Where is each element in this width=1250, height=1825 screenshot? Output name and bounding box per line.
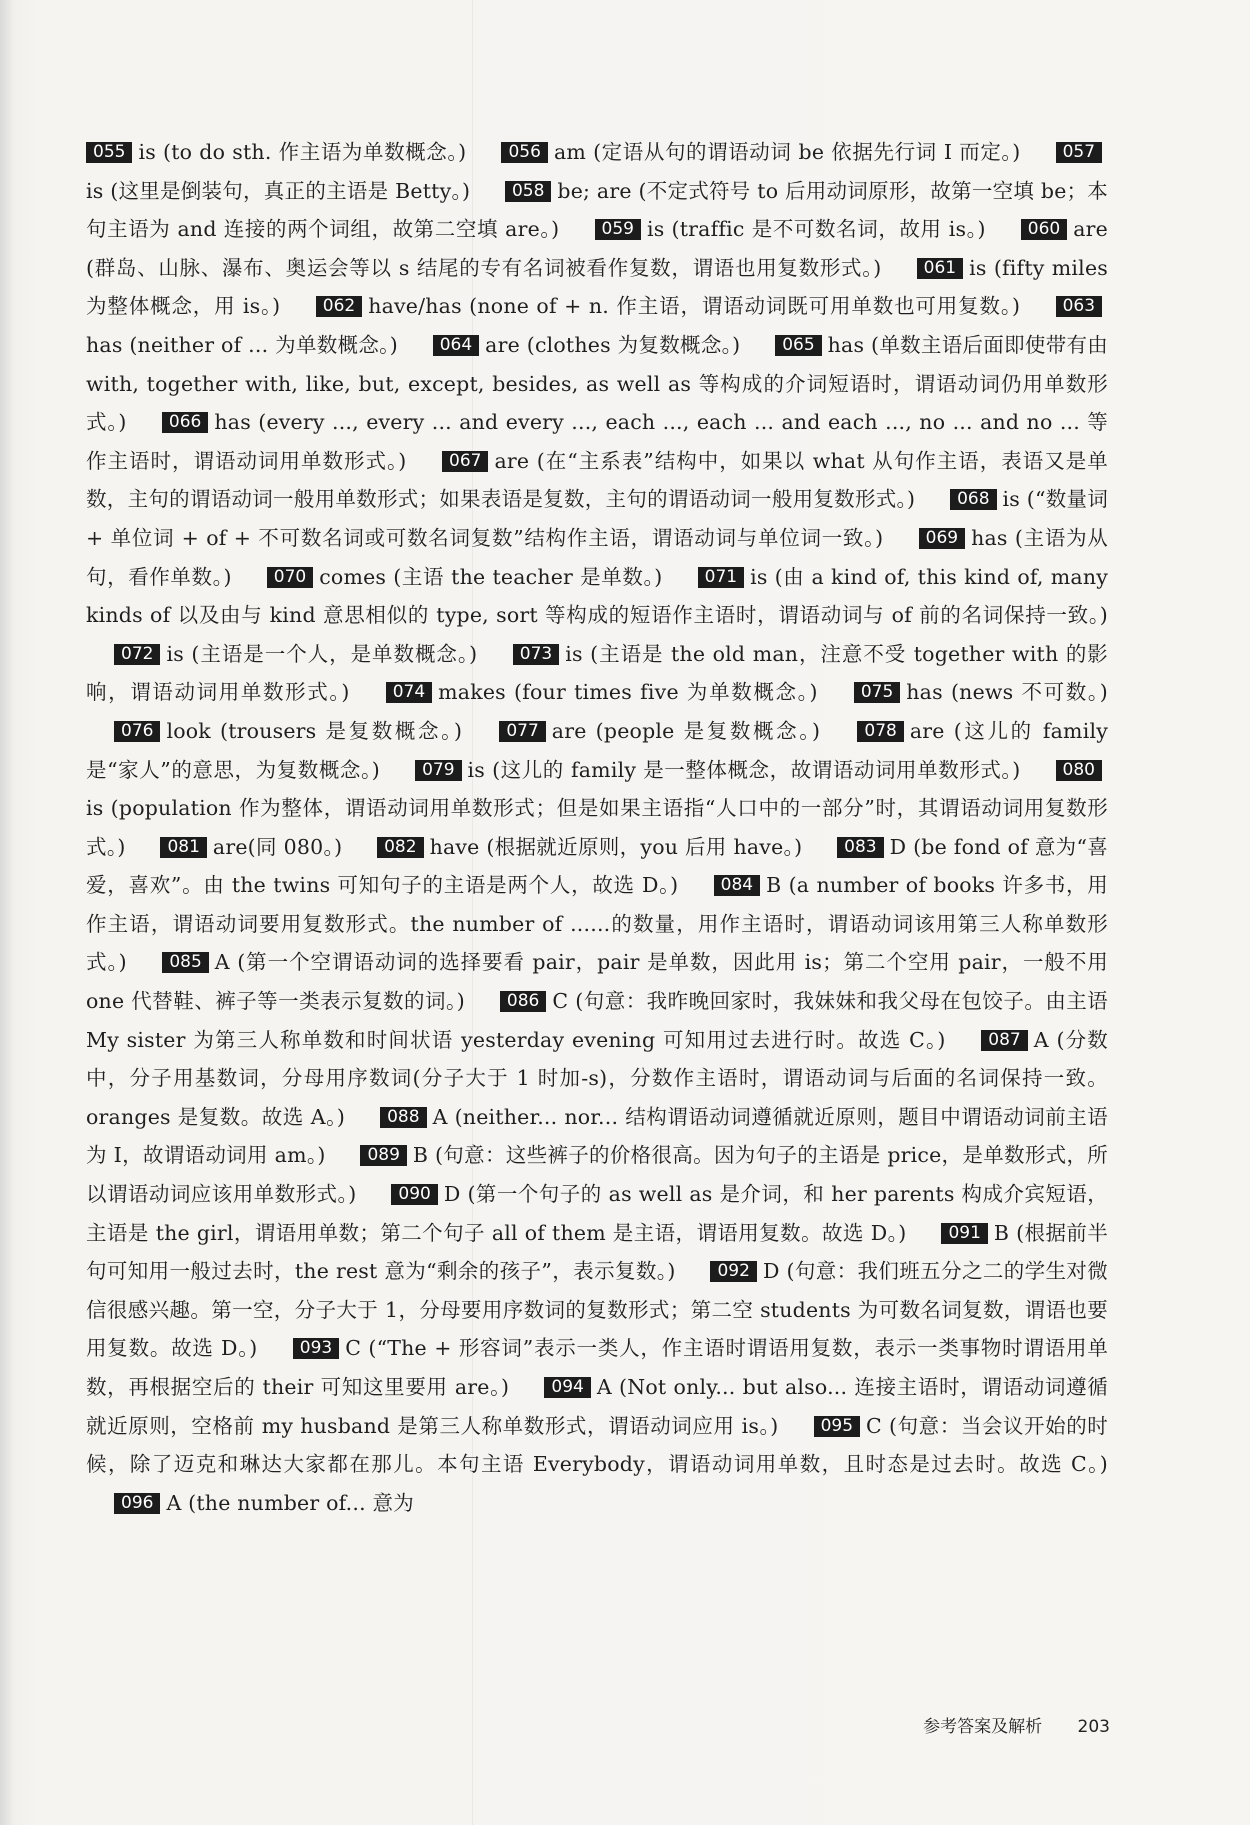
question-number-badge: 065	[775, 335, 821, 356]
question-number-badge: 085	[162, 952, 208, 973]
question-number-badge: 095	[814, 1416, 860, 1437]
question-number-badge: 082	[377, 837, 423, 858]
question-number-badge: 071	[698, 567, 744, 588]
answer-explanation: be; are (不定式符号 to 后用动词原形，故第一空填 be；本句主语为 and 连接的两个词组，故第二空填 are。)	[86, 178, 1109, 242]
answer-entry	[288, 294, 1020, 318]
answer-entry	[471, 719, 820, 743]
question-number-badge: 078	[857, 721, 903, 742]
answer-explanation: have/has (none of + n. 作主语，谓语动词既可用单数也可用复数。)	[368, 294, 1021, 319]
page-footer	[923, 1712, 1110, 1737]
question-number-badge: 073	[513, 644, 559, 665]
question-number-badge: 064	[433, 335, 479, 356]
answer-explanation: A (neither... nor... 结构谓语动词遵循就近原则，题目中谓语动词前主语为 I，故谓语动词用 am。)	[86, 1104, 1109, 1168]
answer-entry	[86, 140, 466, 164]
answer-explanation: B (句意：这些裤子的价格很高。因为句子的主语是 price，是单数形式，所以谓语动词应该用单数形式。)	[86, 1143, 1108, 1207]
question-number-badge: 094	[544, 1377, 590, 1398]
answer-explanation: B (a number of books 许多书，用作主语，谓语动词要用复数形式。the number of ......的数量，用作主语时，谓语动词该用第三人称单数形式。)	[86, 873, 1108, 975]
answer-explanation: are (people 是复数概念。)	[551, 718, 821, 743]
answer-entry	[405, 333, 741, 357]
answer-explanation: B (根据前半句可知用一般过去时，the rest 意为“剩余的孩子”，表示复数。)	[86, 1220, 1109, 1284]
question-number-badge: 060	[1021, 219, 1067, 240]
answer-entry	[86, 642, 477, 666]
question-number-badge: 092	[710, 1261, 756, 1282]
answer-explanation: has (news 不可数。)	[906, 680, 1108, 705]
question-number-badge: 069	[919, 528, 965, 549]
answer-explanation: has (单数主语后面即使带有由 with, together with, like, but, except, besides, as well as 等构成的介词短语时，谓语动词仍用单数形式。)	[86, 332, 1109, 435]
page-number: 203	[1077, 1717, 1110, 1737]
answer-explanation: is (主语是一个人，是单数概念。)	[166, 641, 478, 666]
answer-explanation: have (根据就近原则，you 后用 have。)	[429, 834, 803, 859]
question-number-badge: 070	[267, 567, 313, 588]
answer-entry	[567, 217, 986, 241]
answer-explanation: is (主语是 the old man，注意不受 together with 的影响，谓语动词用单数形式。)	[86, 641, 1108, 705]
answer-explanation: D (be fond of 意为“喜爱，喜欢”。由 the twins 可知句子的主语是两个人，故选 D。)	[86, 834, 1108, 898]
answer-explanation: is (这儿的 family 是一整体概念，故谓语动词用单数形式。)	[467, 757, 1021, 782]
question-number-badge: 079	[415, 760, 461, 781]
answer-explanation: A (the number of... 意为	[166, 1490, 414, 1515]
answer-explanation: C (“The + 形容词”表示一类人，作主语时谓语用复数，表示一类事物时谓语用单数，再根据空后的 their 可知这里要用 are。)	[86, 1336, 1109, 1399]
question-number-badge: 077	[499, 721, 545, 742]
answer-explanation: are (这儿的 family 是“家人”的意思，为复数概念。)	[86, 718, 1108, 782]
answer-explanation: is (fifty miles 为整体概念，用 is。)	[86, 255, 1108, 319]
answer-explanation: are (clothes 为复数概念。)	[485, 332, 741, 357]
answer-explanation: are (群岛、山脉、瀑布、奥运会等以 s 结尾的专有名词被看作复数，谓语也用复数形式。)	[86, 217, 1108, 280]
answer-explanation: is (population 作为整体，谓语动词用单数形式；但是如果主语指“人口中的一部分”时，其谓语动词用复数形式。)	[86, 796, 1108, 859]
question-number-badge: 088	[380, 1107, 426, 1128]
question-number-badge: 091	[941, 1223, 987, 1244]
answer-explanation: is (这里是倒装句，真正的主语是 Betty。)	[86, 178, 471, 203]
question-number-badge: 057	[1056, 142, 1102, 163]
question-number-badge: 063	[1056, 296, 1102, 317]
answer-explanation: A (Not only... but also... 连接主语时，谓语动词遵循就近原则，空格前 my husband 是第三人称单数形式，谓语动词应用 is。)	[86, 1375, 1108, 1438]
question-number-badge: 096	[114, 1493, 160, 1514]
answer-entry	[826, 680, 1108, 704]
answer-explanation: has (neither of ... 为单数概念。)	[86, 332, 398, 357]
question-number-badge: 059	[595, 219, 641, 240]
question-number-badge: 086	[500, 991, 546, 1012]
answer-explanation: A (第一个空谓语动词的选择要看 pair，pair 是单数，因此用 is；第二个空用 pair，一般不用 one 代替鞋、裤子等一类表示复数的词。)	[86, 950, 1108, 1014]
question-number-badge: 081	[160, 837, 206, 858]
question-number-badge: 074	[386, 682, 432, 703]
answer-entry	[132, 835, 342, 859]
question-number-badge: 084	[714, 875, 760, 896]
answer-entry	[349, 835, 802, 859]
answer-explanation: is (to do sth. 作主语为单数概念。)	[138, 140, 467, 164]
answer-entry	[86, 719, 462, 743]
answer-explanation: is (traffic 是不可数名词，故用 is。)	[646, 217, 986, 242]
answer-explanation: are (在“主系表”结构中，如果以 what 从句作主语，表语又是单数，主句的谓语动词一般用单数形式；如果表语是复数，主句的谓语动词一般用复数形式。)	[86, 448, 1109, 512]
answer-explanation: D (句意：我们班五分之二的学生对微信很感兴趣。第一空，分子大于 1，分母要用序数词的复数形式；第二空 students 为可数名词复数，谓语也要用复数。故选 D。)	[86, 1259, 1108, 1361]
answer-explanation: A (分数中，分子用基数词，分母用序数词(分子大于 1 时加-s)，分数作主语时，谓语动词与后面的名词保持一致。oranges 是复数。故选 A。)	[86, 1027, 1108, 1129]
footer-title: 参考答案及解析	[923, 1717, 1043, 1737]
question-number-badge: 089	[360, 1145, 406, 1166]
question-number-badge: 068	[950, 489, 996, 510]
question-number-badge: 075	[854, 682, 900, 703]
question-number-badge: 076	[114, 721, 160, 742]
question-number-badge: 072	[114, 644, 160, 665]
answer-text-block	[86, 133, 1108, 1522]
answer-entry	[358, 680, 818, 704]
answer-explanation: look (trousers 是复数概念。)	[166, 718, 463, 743]
question-number-badge: 087	[981, 1030, 1027, 1051]
answer-explanation: are(同 080。)	[212, 834, 343, 859]
question-number-badge: 061	[917, 258, 963, 279]
question-number-badge: 066	[162, 412, 208, 433]
answer-entry	[86, 1491, 414, 1515]
answer-explanation: comes (主语 the teacher 是单数。)	[319, 564, 663, 589]
question-number-badge: 067	[442, 451, 488, 472]
answer-explanation: C (句意：我昨晚回家时，我妹妹和我父母在包饺子。由主语 My sister 为第三人称单数和时间状语 yesterday evening 可知用过去进行时。故选 C。)	[86, 989, 1108, 1052]
answer-explanation: is (由 a kind of, this kind of, many kinds of 以及由与 kind 意思相似的 type, sort 等构成的短语作主语时，谓语动词与 of 前的名词保持一致。)	[86, 564, 1109, 628]
answer-explanation: has (主语为从句，看作单数。)	[86, 525, 1109, 589]
question-number-badge: 058	[505, 181, 551, 202]
question-number-badge: 083	[837, 837, 883, 858]
answer-entry	[387, 758, 1020, 782]
answer-entry	[239, 565, 663, 589]
answer-explanation: C (句意：当会议开始的时候，除了迈克和琳达大家都在那儿。本句主语 Everybody，谓语动词用单数，且时态是过去时。故选 C。)	[86, 1413, 1108, 1477]
answer-entry	[473, 140, 1020, 164]
question-number-badge: 062	[316, 296, 362, 317]
question-number-badge: 080	[1056, 760, 1102, 781]
question-number-badge: 090	[391, 1184, 437, 1205]
question-number-badge: 056	[501, 142, 547, 163]
question-number-badge: 055	[86, 142, 132, 163]
answer-explanation: is (“数量词 + 单位词 + of + 不可数名词或可数名词复数”结构作主语，谓语动词与单位词一致。)	[86, 487, 1109, 550]
answer-explanation: am (定语从句的谓语动词 be 依据先行词 I 而定。)	[553, 140, 1021, 164]
answer-explanation: makes (four times five 为单数概念。)	[438, 680, 818, 705]
answer-explanation: D (第一个句子的 as well as 是介词，和 her parents 构成介宾短语，主语是 the girl，谓语用单数；第二个句子 all of them 是主语，谓语用复数。故选 D。)	[86, 1182, 1108, 1245]
question-number-badge: 093	[293, 1338, 339, 1359]
answer-explanation: has (every ..., every ... and every ..., each ..., each ... and each ..., no ... and no ... 等作主语时，谓语动词用单数形式。)	[86, 410, 1108, 473]
